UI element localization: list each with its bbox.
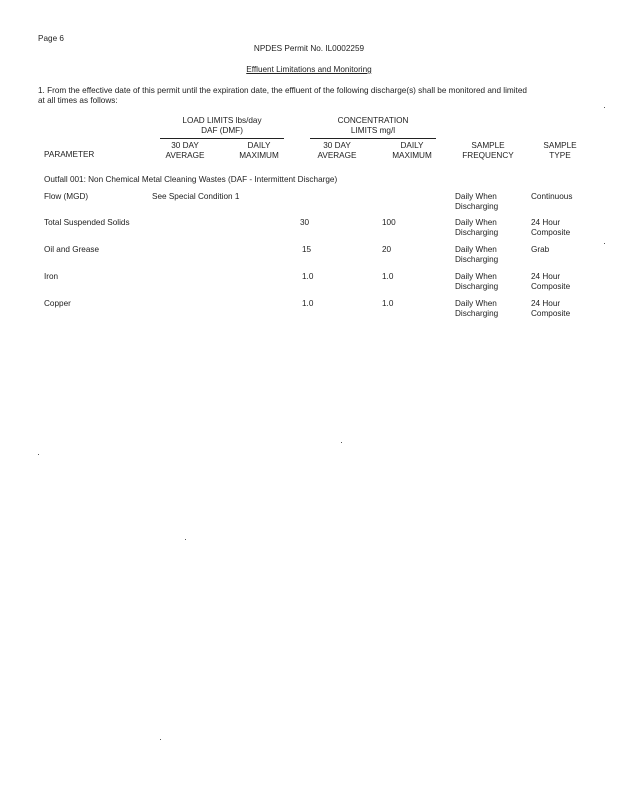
row-conc-avg: 1.0 [302,299,314,308]
concentration-header [310,116,436,136]
scan-speck [604,243,605,244]
row-conc-max: 100 [382,218,396,227]
row-parameter: Oil and Grease [44,245,100,254]
row-type: Continuous [531,192,573,201]
row-type: 24 Hour Composite [531,218,571,237]
row-conc-max: 1.0 [382,299,394,308]
row-parameter: Copper [44,299,71,308]
col-load-30day: 30 DAY AVERAGE [165,141,205,160]
outfall-heading: Outfall 001: Non Chemical Metal Cleaning Wastes (DAF - Intermittent Discharge) [44,175,338,184]
scan-speck [604,107,605,108]
concentration-rule [310,138,436,139]
row-type: 24 Hour Composite [531,272,571,291]
concentration-unit: LIMITS mg/l [350,125,396,135]
row-frequency: Daily When Discharging [455,245,499,264]
row-type: 24 Hour Composite [531,299,571,318]
row-conc-avg: 30 [300,218,310,227]
row-parameter: Flow (MGD) [44,192,89,201]
scan-speck [160,739,161,740]
row-conc-avg: 1.0 [302,272,314,281]
scan-speck [185,539,186,540]
intro-line-1: 1. From the effective date of this permit until the expiration date, the effluent of the following discharge(s) shall be monitored and limited [38,86,527,95]
scan-speck [341,442,342,443]
row-parameter: Total Suspended Solids [44,218,130,227]
page-number: Page 6 [38,34,64,43]
row-frequency: Daily When Discharging [455,272,499,291]
row-type: Grab [531,245,550,254]
col-conc-daily: DAILY MAXIMUM [392,141,432,160]
col-load-daily: DAILY MAXIMUM [239,141,279,160]
row-conc-max: 20 [382,245,392,254]
section-title: Effluent Limitations and Monitoring [246,65,372,74]
row-note: See Special Condition 1 [152,192,240,201]
load-limits-label: LOAD LIMITS lbs/day [182,116,262,125]
col-sample-type: SAMPLE TYPE [543,141,577,160]
row-frequency: Daily When Discharging [455,192,499,211]
load-limits-header [160,116,284,136]
row-frequency: Daily When Discharging [455,299,499,318]
row-conc-max: 1.0 [382,272,394,281]
concentration-label: CONCENTRATION [337,116,409,125]
row-frequency: Daily When Discharging [455,218,499,237]
scan-speck [38,454,39,455]
row-parameter: Iron [44,272,59,281]
col-conc-30day: 30 DAY AVERAGE [317,141,357,160]
permit-number: NPDES Permit No. IL0002259 [253,44,365,53]
load-limits-unit: DAF (DMF) [201,125,243,135]
row-conc-avg: 15 [302,245,312,254]
load-limits-rule [160,138,284,139]
intro-line-2: at all times as follows: [38,96,118,105]
col-parameter: PARAMETER [44,150,95,159]
col-sample-frequency: SAMPLE FREQUENCY [462,141,514,160]
